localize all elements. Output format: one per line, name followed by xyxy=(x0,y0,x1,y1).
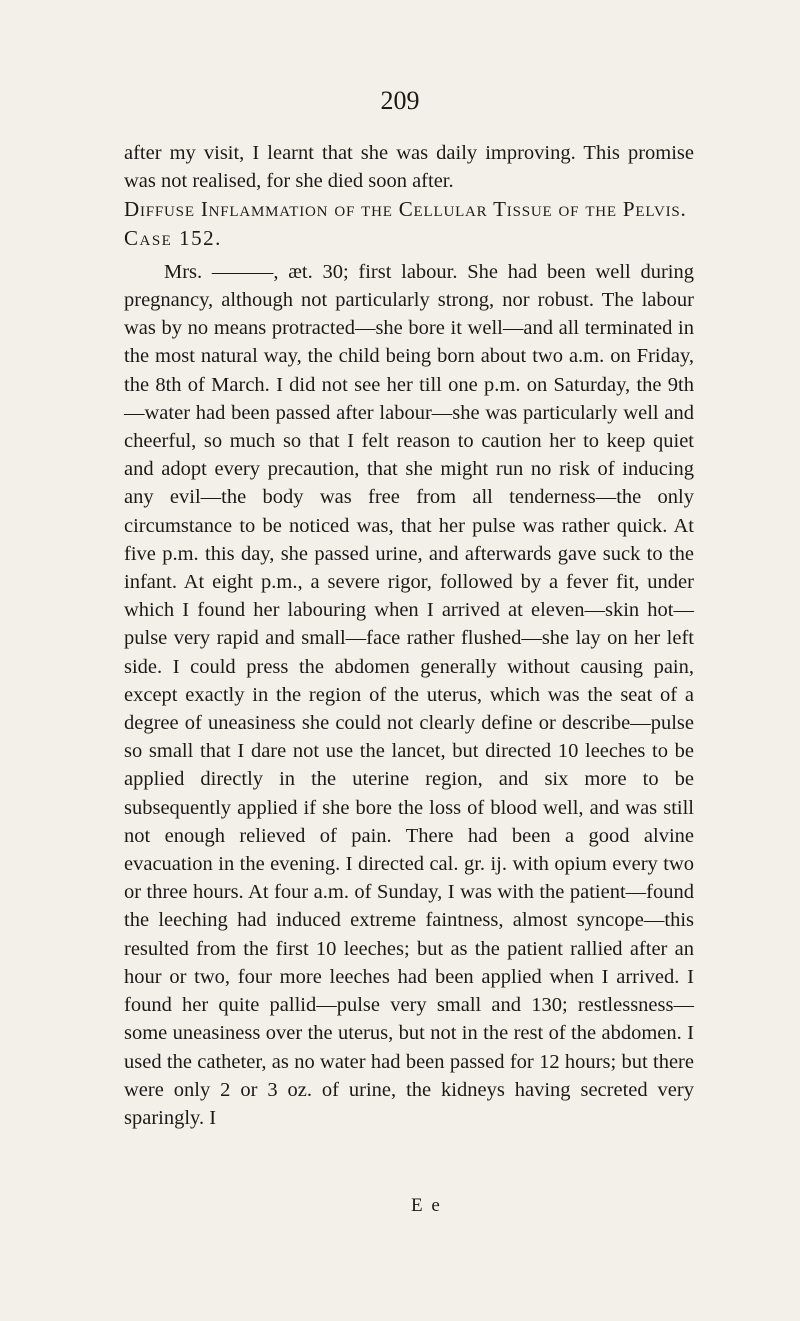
section-heading: Diffuse Inflammation of the Cellular Tissue of the Pelvis. xyxy=(124,197,687,222)
case-heading: Case 152. xyxy=(124,225,222,250)
case-paragraph: Mrs. ———, æt. 30; first labour. She had been well during pregnancy, although not particularly strong, nor robust. The labour was by no means protracted—she bore it well—and all terminated in the most natural way, the child being born about two a.m. on Friday, the 8th of March. I did not see her till one p.m. on Saturday, the 9th—water had been passed after labour—she was particularly well and cheerful, so much so that I felt reason to caution her to keep quiet and adopt every precaution, that she might run no risk of inducing any evil—the body was free from all tenderness—the only circumstance to be noticed was, that her pulse was rather quick. At five p.m. this day, she passed urine, and afterwards gave suck to the infant. At eight p.m., a severe rigor, followed by a fever fit, under which I found her labouring when I arrived at eleven—skin hot—pulse very rapid and small—face rather flushed—she lay on her left side. I could press the abdomen generally without causing pain, except exactly in the region of the uterus, which was the seat of a degree of uneasiness she could not clearly define or describe—pulse so small that I dare not use the lancet, but directed 10 leeches to be applied directly in the uterine region, and six more to be subsequently applied if she bore the loss of blood well, and was still not enough relieved of pain. There had been a good alvine evacuation in the evening. I directed cal. gr. ij. with opium every two or three hours. At four a.m. of Sunday, I was with the patient—found the leeching had induced extreme faintness, almost syncope—this resulted from the first 10 leeches; but as the patient rallied after an hour or two, four more leeches had been applied when I arrived. I found her quite pallid—pulse very small and 130; restlessness—some uneasiness over the uterus, but not in the rest of the abdomen. I used the catheter, as no water had been passed for 12 hours; but there were only 2 or 3 oz. of urine, the kidneys having secreted very sparingly. I xyxy=(124,260,694,1129)
signature-mark: E e xyxy=(411,1195,442,1216)
page-body xyxy=(124,139,694,1132)
page-number: 209 xyxy=(380,86,420,115)
opening-paragraph: after my visit, I learnt that she was daily improving. This promise was not realised, for she died soon after. xyxy=(124,142,694,193)
